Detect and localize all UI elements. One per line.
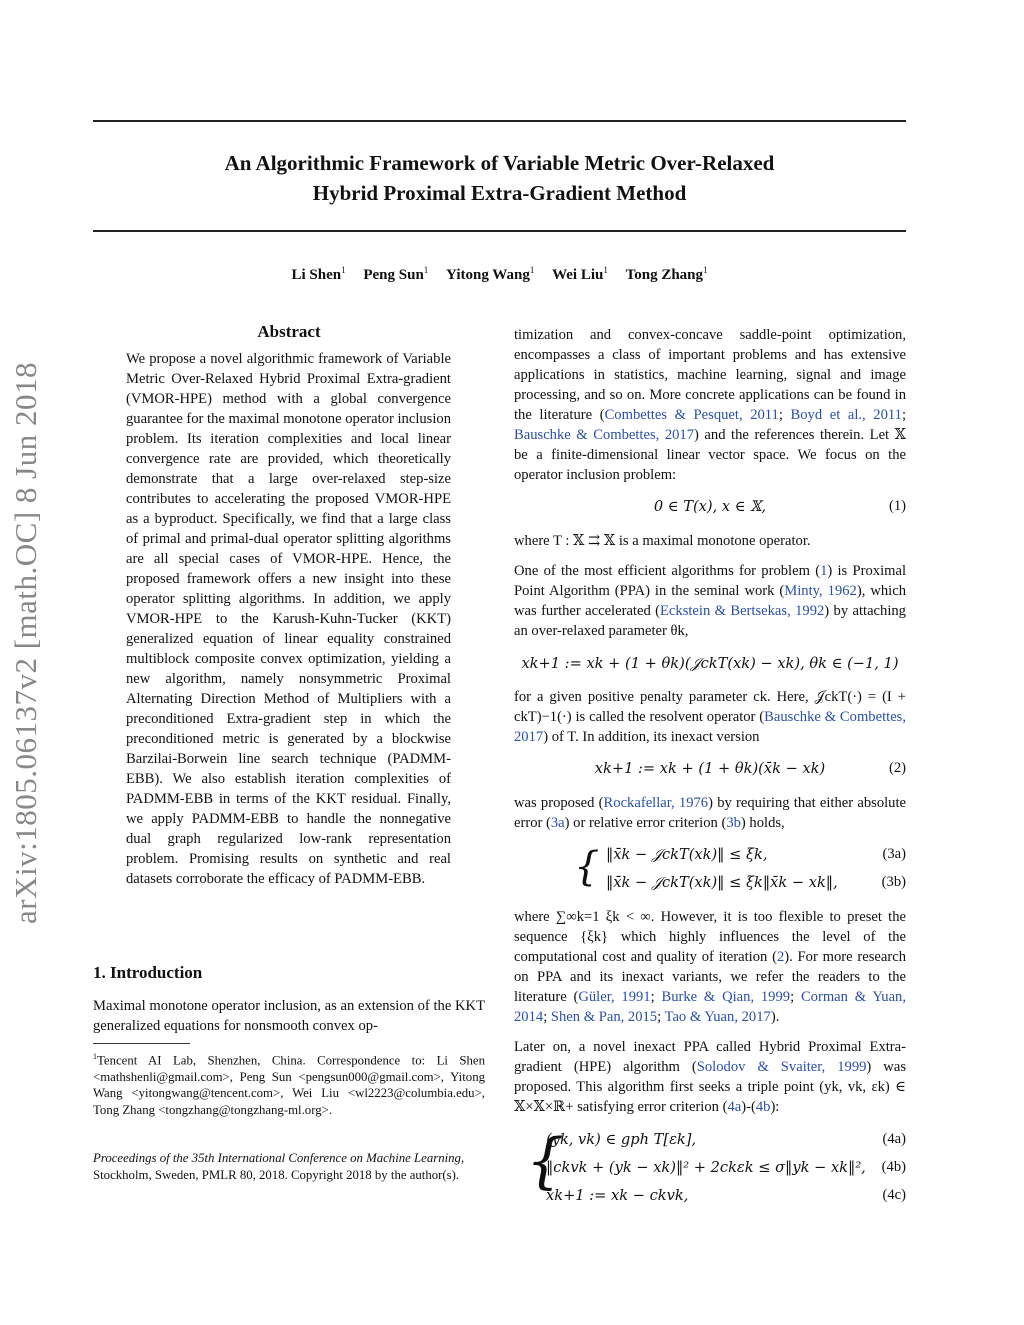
author: Peng Sun$^1$ — [363, 265, 429, 283]
equation-3b: ‖x̄k − 𝒥ckT(xk)‖ ≤ ξk‖x̄k − xk‖, — [606, 874, 838, 891]
intro-paragraph: Maximal monotone operator inclusion, as an extension of the KKT generalized equations for nonsmooth convex op- — [93, 998, 485, 1034]
equation-ref-link[interactable]: 4a — [727, 1099, 742, 1115]
citation-link[interactable]: Bauschke & Combettes, 2017 — [514, 427, 695, 443]
right-paragraph-3: One of the most efficient algorithms for problem (1) is Proximal Point Algorithm (PPA) in the seminal work (Minty, 1962), which was further accelerated (Eckstein & Bertsekas, 1992) by attaching an over-relaxed parameter θk, — [514, 563, 907, 639]
left-brace: { — [574, 844, 600, 890]
right-paragraph-4: for a given positive penalty parameter ck. Here, 𝒥ckT(·) = (I + ckT)−1(·) is called the resolvent operator (Bauschke & Combettes, 2017) of T. In addition, its inexact version — [514, 689, 906, 745]
citation-link[interactable]: Combettes & Pesquet, 2011 — [604, 407, 779, 423]
author: Li Shen$^1$ — [291, 265, 346, 283]
citation-link[interactable]: Boyd et al., 2011 — [790, 407, 902, 423]
arxiv-stamp: arXiv:1805.06137v2 [math.OC] 8 Jun 2018 — [8, 362, 43, 924]
right-paragraph-6: where ∑∞k=1 ξk < ∞. However, it is too flexible to preset the sequence {ξk} which highly influences the level of the computational cost and quality of iteration (2). For more research on PPA and its inexact variants, we refer the readers to the literature (Güler, 1991; Burke & Qian, 1999; Corman & Yuan, 2014; Shen & Pan, 2015; Tao & Yuan, 2017). — [514, 909, 906, 1025]
footnote-rule — [93, 1043, 190, 1044]
citation-link[interactable]: Solodov & Svaiter, 1999 — [696, 1059, 867, 1075]
abstract-text: We propose a novel algorithmic framework of Variable Metric Over-Relaxed Hybrid Proximal Extra-gradient (VMOR-HPE) method with a global convergence guarantee for the maximal monotone operator inclusion problem. Its iteration complexities and local linear convergence rate are provided, which theoretically demonstrate that a large over-relaxed step-size contributes to accelerating the proposed VMOR-HPE as a byproduct. Specifically, we find that a large class of primal and primal-dual operator splitting algorithms are all special cases of VMOR-HPE. Hence, the proposed framework offers a new insight into these operator splitting algorithms. In addition, we apply VMOR-HPE to the Karush-Kuhn-Tucker (KKT) generalized equation of linear equality constrained multiblock composite convex optimization, yielding a new algorithm, namely nonsymmetric Proximal Alternating Direction Method of Multipliers with a preconditioned Extra-gradient step in which the preconditioned metric is generated by a blockwise Barzilai-Borwein line search technique (PADMM-EBB). We also establish iteration complexities of PADMM-EBB in terms of the KKT residual. Finally, we apply PADMM-EBB to handle the nonnegative dual graph regularized low-rank representation problem. Promising results on synthetic and real datasets corroborate the efficacy of PADMM-EBB. — [126, 351, 452, 887]
author: Yitong Wang$^1$ — [446, 265, 535, 283]
citation-link[interactable]: Burke & Qian, 1999 — [661, 989, 791, 1005]
paper-title — [93, 148, 906, 208]
proceedings-note: Proceedings of the 35th International Conference on Machine Learning, Stockholm, Sweden, PMLR 80, 2018. Copyright 2018 by the author(s). — [93, 1151, 465, 1182]
title-line-1: An Algorithmic Framework of Variable Metric Over-Relaxed — [224, 151, 775, 175]
affiliation-footnote: $^1$Tencent AI Lab, Shenzhen, China. Correspondence to: Li Shen <mathshenli@gmail.com>, Peng Sun <pengsun000@gmail.com>, Yitong Wang <yitongwang@tencent.com>, Wei Liu <wl2223@columbia.edu>, Tong Zhang <tongzhang@tongzhang-ml.org>. — [93, 1052, 485, 1117]
equation-ppa: xk+1 := xk + (1 + θk)(𝒥ckT(xk) − xk), θk ∈ (−1, 1) — [521, 655, 899, 672]
equation-2: xk+1 := xk + (1 + θk)(x̄k − xk) (2) — [594, 760, 906, 777]
right-paragraph-5: was proposed (Rockafellar, 1976) by requiring that either absolute error (3a) or relative error criterion (3b) holds, — [514, 795, 906, 831]
citation-link[interactable]: Minty, 1962 — [784, 583, 857, 599]
title-line-2: Hybrid Proximal Extra-Gradient Method — [312, 181, 687, 205]
title-bottom-rule — [93, 230, 906, 232]
citation-link[interactable]: Corman & Yuan, 2014 — [514, 989, 906, 1025]
author: Wei Liu$^1$ — [552, 265, 608, 283]
equation-3: { ‖x̄k − 𝒥ckT(xk)‖ ≤ ξk, (3a) ‖x̄k − 𝒥ckT(xk)‖ ≤ ξk‖x̄k − xk‖, (3b) — [574, 844, 906, 891]
equation-4a: (yk, vk) ∈ gph T[εk], — [546, 1131, 697, 1148]
citation-link[interactable]: Bauschke & Combettes, 2017 — [514, 709, 906, 745]
equation-ref-link[interactable]: 4b — [755, 1099, 771, 1115]
equation-1: 0 ∈ T(x), x ∈ 𝕏, (1) — [653, 498, 906, 515]
equation-4: { (yk, vk) ∈ gph T[εk], (4a) ‖ckvk + (yk − xk)‖² + 2ckεk ≤ σ‖yk − xk‖², (4b) xk+1 := xk − ckvk, (4c) — [526, 1126, 906, 1204]
top-rule — [93, 120, 906, 122]
section-heading-introduction: 1. Introduction — [93, 963, 203, 982]
citation-link[interactable]: Tao & Yuan, 2017 — [664, 1009, 771, 1025]
equation-4c: xk+1 := xk − ckvk, — [546, 1187, 689, 1204]
citation-link[interactable]: Eckstein & Bertsekas, 1992 — [660, 603, 825, 619]
abstract-heading: Abstract — [257, 322, 321, 341]
equation-3a: ‖x̄k − 𝒥ckT(xk)‖ ≤ ξk, — [606, 846, 768, 863]
equation-ref-link[interactable]: 3b — [726, 815, 741, 831]
right-paragraph-2: where T : 𝕏 ⇉ 𝕏 is a maximal monotone operator. — [514, 533, 811, 549]
equation-ref-link[interactable]: 2 — [776, 949, 785, 965]
equation-ref-link[interactable]: 1 — [820, 563, 828, 579]
author-list — [93, 265, 906, 284]
right-paragraph-7: Later on, a novel inexact PPA called Hybrid Proximal Extra-gradient (HPE) algorithm (Solodov & Svaiter, 1999) was proposed. This algorithm first seeks a triple point (yk, vk, εk) ∈ 𝕏×𝕏×ℝ+ satisfying error criterion (4a)-(4b): — [514, 1039, 906, 1115]
equation-ref-link[interactable]: 3a — [550, 815, 565, 831]
right-paragraph-1: timization and convex-concave saddle-point optimization, encompasses a class of important problems and has extensive applications in statistics, machine learning, signal and image processing, and so on. More concrete applications can be found in the literature (Combettes & Pesquet, 2011; Boyd et al., 2011; Bauschke & Combettes, 2017) and the references therein. Let 𝕏 be a finite-dimensional linear vector space. We focus on the operator inclusion problem: — [514, 327, 906, 483]
citation-link[interactable]: Shen & Pan, 2015 — [550, 1009, 658, 1025]
citation-link[interactable]: Rockafellar, 1976 — [603, 795, 709, 811]
equation-4b: ‖ckvk + (yk − xk)‖² + 2ckεk ≤ σ‖yk − xk‖², — [546, 1159, 866, 1176]
citation-link[interactable]: Güler, 1991 — [578, 989, 651, 1005]
left-brace: { — [526, 1126, 565, 1196]
author: Tong Zhang$^1$ — [625, 265, 708, 283]
